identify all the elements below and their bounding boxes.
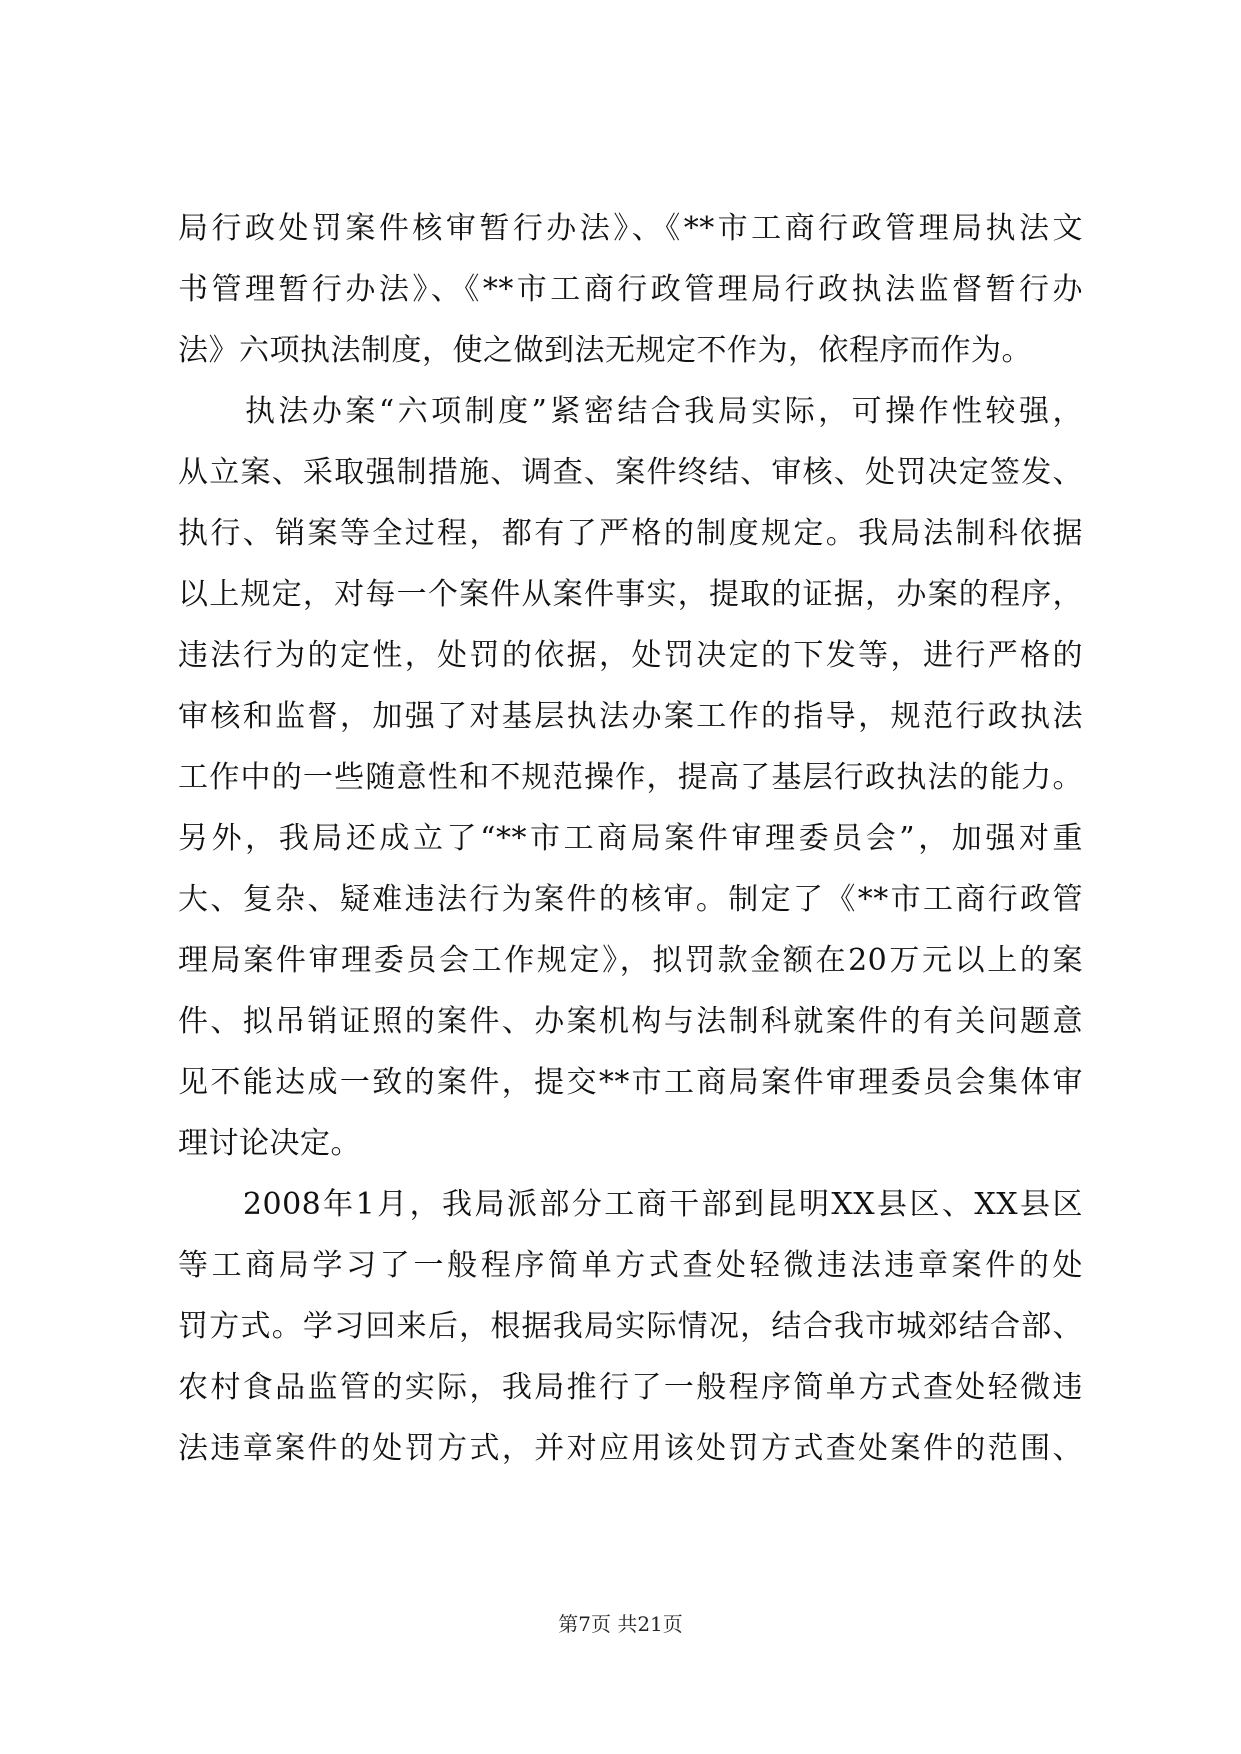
page-number-footer: 第7页 共21页: [558, 1612, 683, 1636]
text-line: 农村食品监管的实际，我局推行了一般程序简单方式查处轻微违: [178, 1370, 1083, 1405]
text-line: 见不能达成一致的案件，提交**市工商局案件审理委员会集体审: [178, 1065, 1083, 1100]
text-line: 审核和监督，加强了对基层执法办案工作的指导，规范行政执法: [178, 699, 1083, 734]
text-line: 执法办案“六项制度”紧密结合我局实际，可操作性较强，: [178, 394, 1083, 429]
text-line: 法违章案件的处罚方式，并对应用该处罚方式查处案件的范围、: [178, 1431, 1083, 1466]
text-line: 工作中的一些随意性和不规范操作，提高了基层行政执法的能力。: [178, 760, 1083, 795]
document-body: [178, 198, 1083, 1479]
text-line: 罚方式。学习回来后，根据我局实际情况，结合我市城郊结合部、: [178, 1309, 1083, 1344]
text-line: 2008年1月，我局派部分工商干部到昆明XX县区、XX县区: [178, 1187, 1083, 1222]
text-line: 大、复杂、疑难违法行为案件的核审。制定了《**市工商行政管: [178, 882, 1083, 917]
text-line: 另外，我局还成立了“**市工商局案件审理委员会”，加强对重: [178, 821, 1083, 856]
text-line: 理局案件审理委员会工作规定》，拟罚款金额在20万元以上的案: [178, 943, 1083, 978]
text-line: 以上规定，对每一个案件从案件事实，提取的证据，办案的程序，: [178, 577, 1083, 612]
text-line: 件、拟吊销证照的案件、办案机构与法制科就案件的有关问题意: [178, 1004, 1083, 1039]
text-line: 法》六项执法制度，使之做到法无规定不作为，依程序而作为。: [178, 333, 1032, 368]
text-line: 违法行为的定性，处罚的依据，处罚决定的下发等，进行严格的: [178, 638, 1083, 673]
text-line: 等工商局学习了一般程序简单方式查处轻微违法违章案件的处: [178, 1248, 1083, 1283]
text-line: 局行政处罚案件核审暂行办法》、《**市工商行政管理局执法文: [178, 211, 1083, 246]
text-line: 执行、销案等全过程，都有了严格的制度规定。我局法制科依据: [178, 516, 1083, 551]
text-line: 理讨论决定。: [178, 1126, 361, 1161]
text-line: 书管理暂行办法》、《**市工商行政管理局行政执法监督暂行办: [178, 272, 1083, 307]
text-line: 从立案、采取强制措施、调查、案件终结、审核、处罚决定签发、: [178, 455, 1083, 490]
